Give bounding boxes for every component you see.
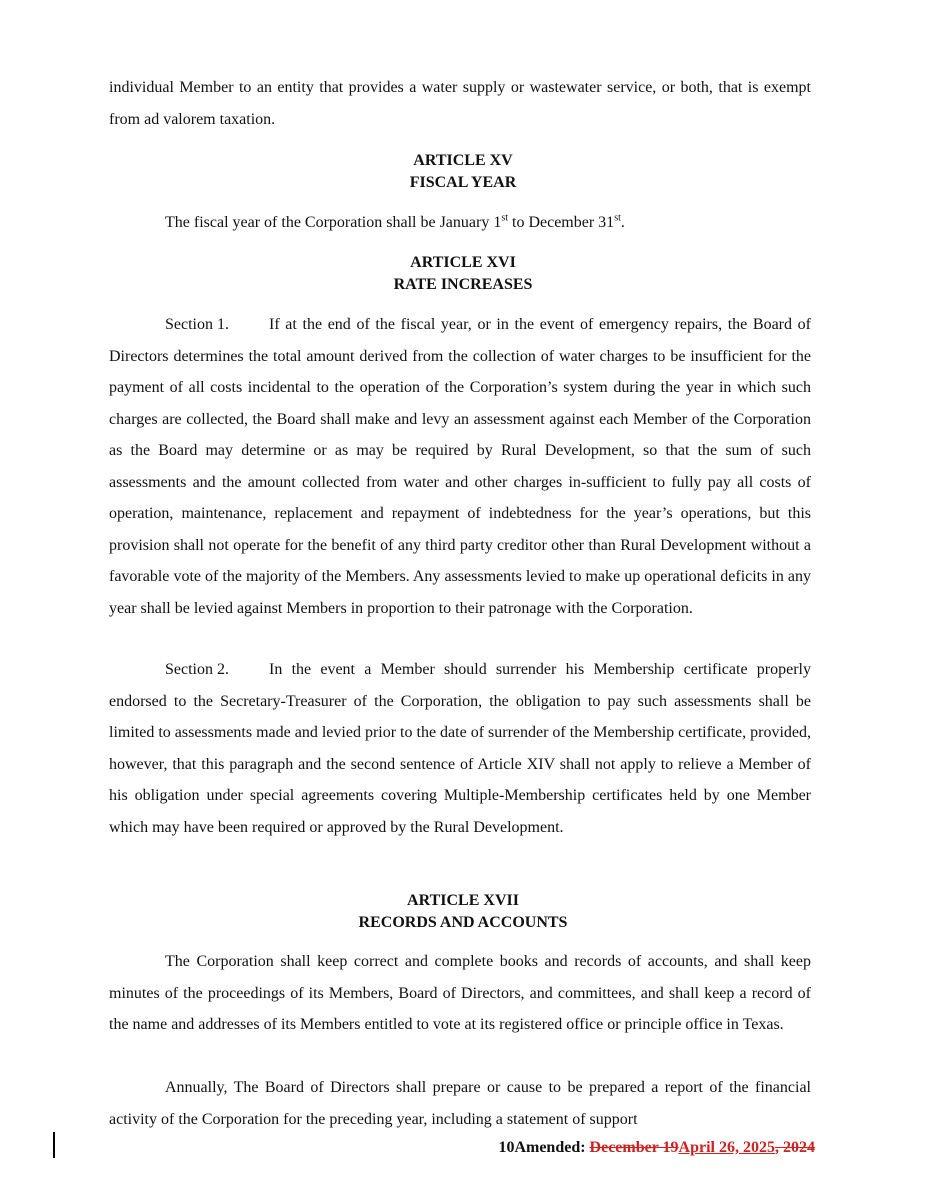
article-17-title: RECORDS AND ACCOUNTS (358, 914, 568, 931)
article-16-number: ARTICLE XVI (410, 254, 516, 271)
footer-amendment (498, 1139, 815, 1157)
change-bar (53, 1132, 55, 1158)
fiscal-year-text-c: . (620, 214, 625, 231)
section-1-paragraph (109, 309, 811, 624)
fiscal-year-sup-b: st (614, 212, 621, 224)
inserted-date: April 26, 2025 (678, 1139, 775, 1156)
intro-paragraph: individual Member to an entity that provides a water supply or wastewater service, or both, that is exempt from ad valorem taxation. (109, 79, 811, 128)
article-15-title: FISCAL YEAR (409, 174, 517, 191)
section-1-label: Section 1. (165, 316, 229, 333)
fiscal-year-sup-a: st (501, 212, 508, 224)
section-2-label: Section 2. (165, 661, 229, 678)
article-15-heading (109, 150, 817, 194)
deleted-year: , 2024 (775, 1139, 815, 1156)
article-17-number: ARTICLE XVII (407, 892, 519, 909)
section-2-text: In the event a Member should surrender his Membership certificate properly endorsed to the Secretary-Treasurer of the Corporation, the obligation to pay such assessments shall be limited to assessments made and levied prior to the date of surrender of the Membership certificate, provided, however, that this paragraph and the second sentence of Article XIV shall not apply to relieve a Member of his obligation under special agreements covering Multiple-Membership certificates held by one Member which may have been required or approved by the Rural Development. (109, 661, 811, 836)
article-15-number: ARTICLE XV (413, 152, 513, 169)
article-16-title: RATE INCREASES (393, 276, 533, 293)
page-footer (0, 1137, 927, 1163)
deleted-date: December 19 (589, 1139, 679, 1156)
amended-label: Amended: (514, 1139, 586, 1156)
article-17-heading (109, 890, 817, 934)
article-16-heading (109, 252, 817, 296)
records-paragraph-2: Annually, The Board of Directors shall prepare or cause to be prepared a report of the financial activity of the Corporation for the preceding year, including a statement of support (109, 1079, 811, 1128)
fiscal-year-paragraph (109, 207, 811, 239)
page-number: 10 (498, 1139, 515, 1156)
section-2-paragraph (109, 654, 811, 843)
section-1-text: If at the end of the fiscal year, or in the event of emergency repairs, the Board of Directors determines the total amount derived from the collection of water charges to be insufficient for the payment of all costs incidental to the operation of the Corporation’s system during the year in which such charges are collected, the Board shall make and levy an assessment against each Member of the Corporation as the Board may determine or as may be required by Rural Development, so that the sum of such assessments and the amount collected from water and other charges in-sufficient to fully pay all costs of operation, maintenance, replacement and repayment of indebtedness for the year’s operations, but this provision shall not operate for the benefit of any third party creditor other than Rural Development without a favorable vote of the majority of the Members. Any assessments levied to make up operational deficits in any year shall be levied against Members in proportion to their patronage with the Corporation. (109, 316, 811, 617)
records-paragraph-1: The Corporation shall keep correct and complete books and records of accounts, and shall keep minutes of the proceedings of its Members, Board of Directors, and committees, and shall keep a record of the name and addresses of its Members entitled to vote at its registered office or principle office in Texas. (109, 953, 811, 1033)
fiscal-year-text-b: to December 31 (508, 214, 615, 231)
fiscal-year-text-a: The fiscal year of the Corporation shall be January 1 (165, 214, 502, 231)
